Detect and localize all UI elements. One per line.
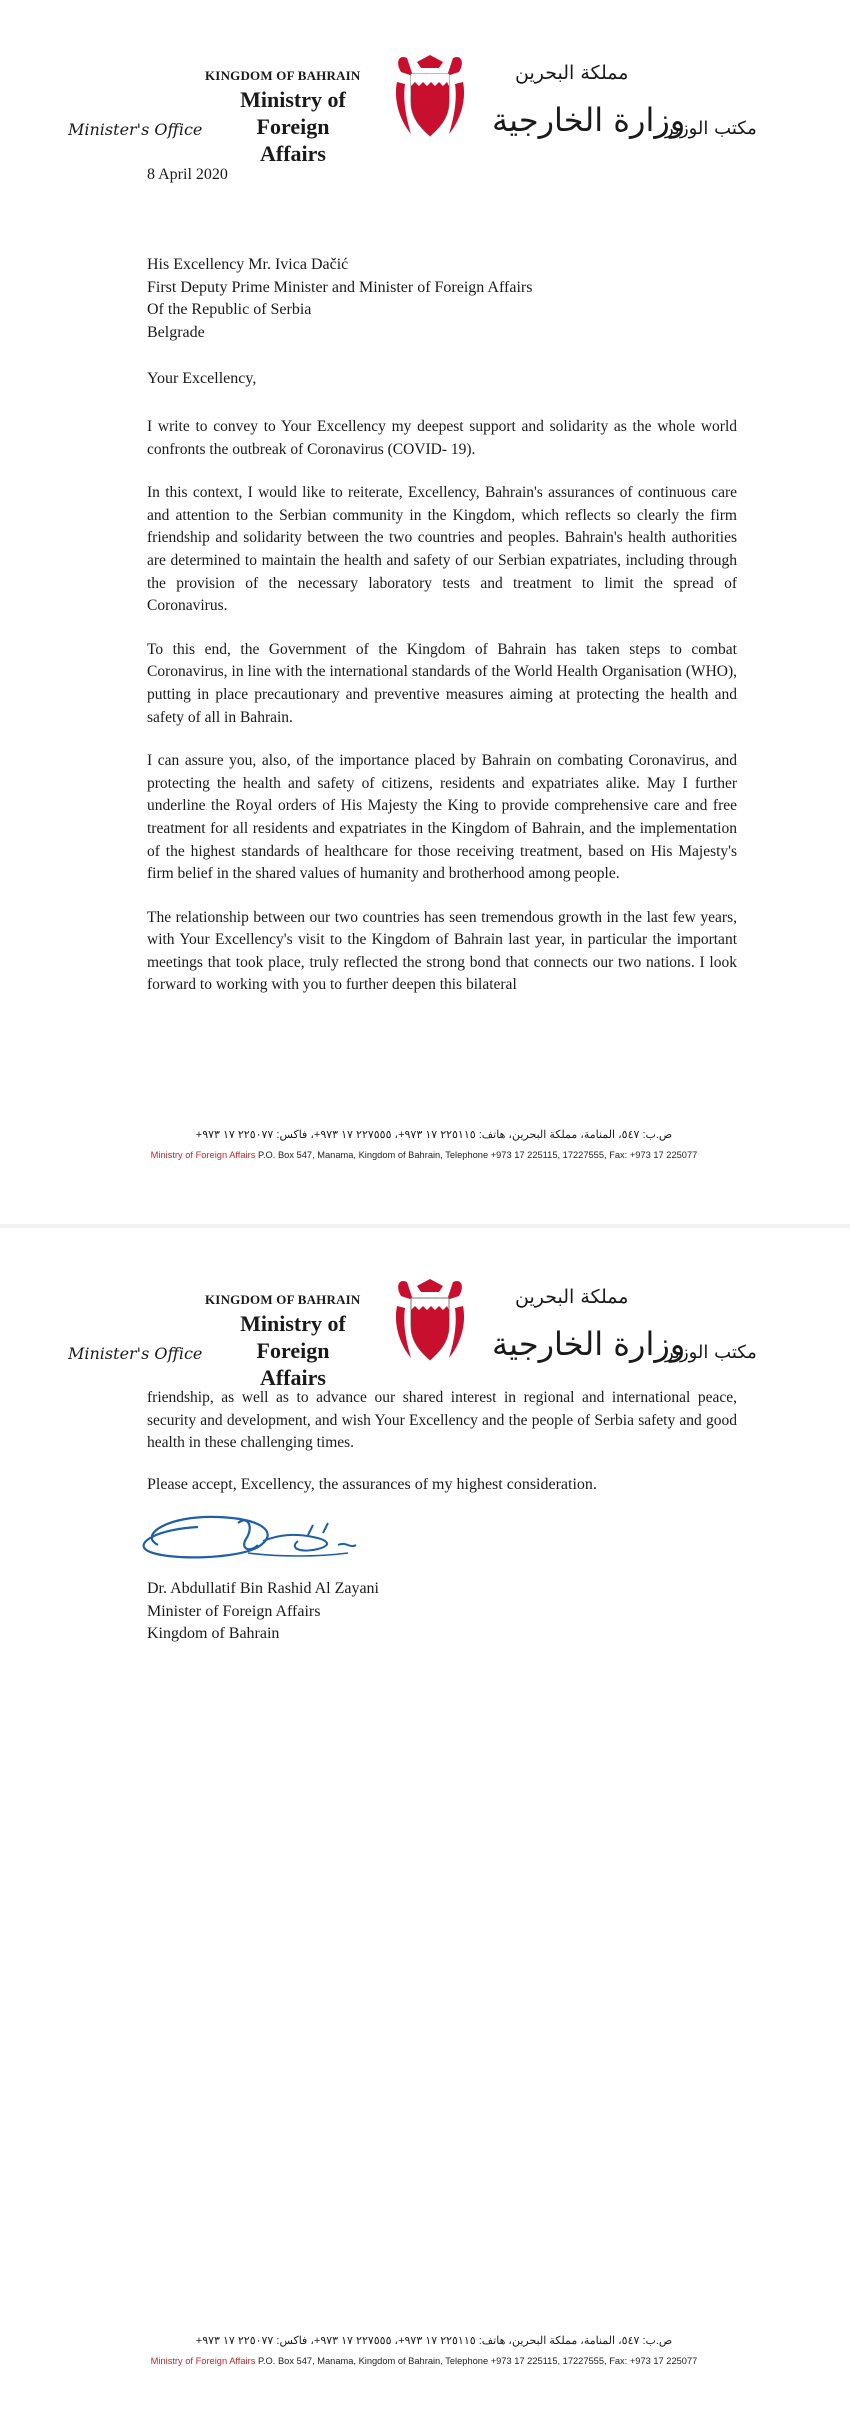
recipient-line: Of the Republic of Serbia: [147, 301, 312, 318]
letter-page-2: [0, 1228, 850, 2418]
recipient-line: Belgrade: [147, 323, 205, 341]
recipient-line: First Deputy Prime Minister and Minister of Foreign Affairs: [147, 278, 533, 296]
letter-body-page-1: [147, 416, 737, 1018]
signer-country: Kingdom of Bahrain: [147, 1625, 280, 1642]
minister-office-ar: مكتب الوزير: [665, 118, 757, 139]
kingdom-title-ar: مملكة البحرين: [515, 1286, 629, 1308]
body-paragraph: To this end, the Government of the Kingdom of Bahrain has taken steps to combat Coronavirus, in line with the international standards of the World Health Organisation (WHO), putting in place precautionary and preventive measures aiming at protecting the health and safety of all in Bahrain.: [147, 640, 737, 726]
body-paragraph: I write to convey to Your Excellency my deepest support and solidarity as the whole world confronts the outbreak of Coronavirus (COVID- 19).: [147, 418, 737, 458]
letterhead: [0, 1228, 850, 1390]
bahrain-emblem-icon: [393, 52, 467, 142]
footer-ministry: Ministry of Foreign Affairs: [150, 1150, 256, 1160]
kingdom-title-en: KINGDOM OF BAHRAIN: [205, 68, 361, 83]
ministry-title-en: Ministry of Foreign Affairs: [240, 1311, 346, 1390]
minister-office-ar: مكتب الوزير: [665, 1342, 757, 1363]
footer-address: P.O. Box 547, Manama, Kingdom of Bahrain, Telephone +973 17 225115, 17227555, Fax: +973 17 225077: [257, 1150, 698, 1160]
bahrain-emblem-icon: [393, 1276, 467, 1366]
letterhead: [0, 0, 850, 166]
letter-body-page-2: [147, 1387, 737, 1476]
salutation: Your Excellency,: [147, 370, 257, 387]
footer-ministry: Ministry of Foreign Affairs: [150, 2356, 256, 2366]
minister-office-en: Minister's Office: [68, 120, 203, 139]
kingdom-title-ar: مملكة البحرين: [515, 62, 629, 84]
closing-line: Please accept, Excellency, the assurances of my highest consideration.: [147, 1476, 597, 1493]
signature-icon: [128, 1505, 383, 1580]
recipient-line: His Excellency Mr. Ivica Dačić: [147, 256, 349, 273]
footer-address: P.O. Box 547, Manama, Kingdom of Bahrain, Telephone +973 17 225115, 17227555, Fax: +973 17 225077: [257, 2356, 698, 2366]
kingdom-title-en: KINGDOM OF BAHRAIN: [205, 1292, 361, 1307]
recipient-address: [147, 254, 532, 344]
signer-title: Minister of Foreign Affairs: [147, 1602, 321, 1620]
footer-english: [104, 2356, 744, 2366]
ministry-title-ar: وزارة الخارجية: [492, 1325, 686, 1363]
signer-block: [147, 1578, 379, 1646]
ministry-title-en: Ministry of Foreign Affairs: [240, 87, 346, 166]
minister-office-en: Minister's Office: [68, 1344, 203, 1363]
ministry-title-ar: وزارة الخارجية: [492, 101, 686, 139]
body-paragraph: In this context, I would like to reiterate, Excellency, Bahrain's assurances of continuous care and attention to the Serbian community in the Kingdom, which reflects so clearly the firm friendship and solidarity between the two countries and peoples. Bahrain's health authorities are determined to maintain the health and safety of our Serbian expatriates, including through the provision of the necessary laboratory tests and treatment to limit the spread of Coronavirus.: [147, 484, 737, 615]
footer-english: [104, 1150, 744, 1160]
body-paragraph: The relationship between our two countries has seen tremendous growth in the last few years, with Your Excellency's visit to the Kingdom of Bahrain last year, in particular the important meetings that took place, truly reflected the strong bond that connects our two nations. I look forward to working with you to further deepen this bilateral: [147, 908, 737, 994]
body-paragraph: friendship, as well as to advance our shared interest in regional and international peace, security and development, and wish Your Excellency and the people of Serbia safety and good health in these challenging times.: [147, 1389, 737, 1452]
signer-name: Dr. Abdullatif Bin Rashid Al Zayani: [147, 1580, 379, 1597]
body-paragraph: I can assure you, also, of the importance placed by Bahrain on combating Coronavirus, and protecting the health and safety of citizens, residents and expatriates alike. May I further underline the Royal orders of His Majesty the King to provide comprehensive care and free treatment for all residents and expatriates in the Kingdom of Bahrain, and the implementation of the highest standards of healthcare for those receiving treatment, based on His Majesty's firm belief in the shared values of humanity and brotherhood among people.: [147, 752, 737, 883]
footer-arabic: ص.ب: ٥٤٧، المنامة، مملكة البحرين، هاتف: ٢٢٥١١٥ ١٧ ٩٧٣+، ٢٢٧٥٥٥ ١٧ ٩٧٣+، فاكس: ٢٢٥٠٧٧ ١٧ ٩٧٣+: [195, 2335, 673, 2347]
footer-arabic: ص.ب: ٥٤٧، المنامة، مملكة البحرين، هاتف: ٢٢٥١١٥ ١٧ ٩٧٣+، ٢٢٧٥٥٥ ١٧ ٩٧٣+، فاكس: ٢٢٥٠٧٧ ١٧ ٩٧٣+: [195, 1129, 673, 1141]
letter-date: 8 April 2020: [147, 166, 228, 183]
